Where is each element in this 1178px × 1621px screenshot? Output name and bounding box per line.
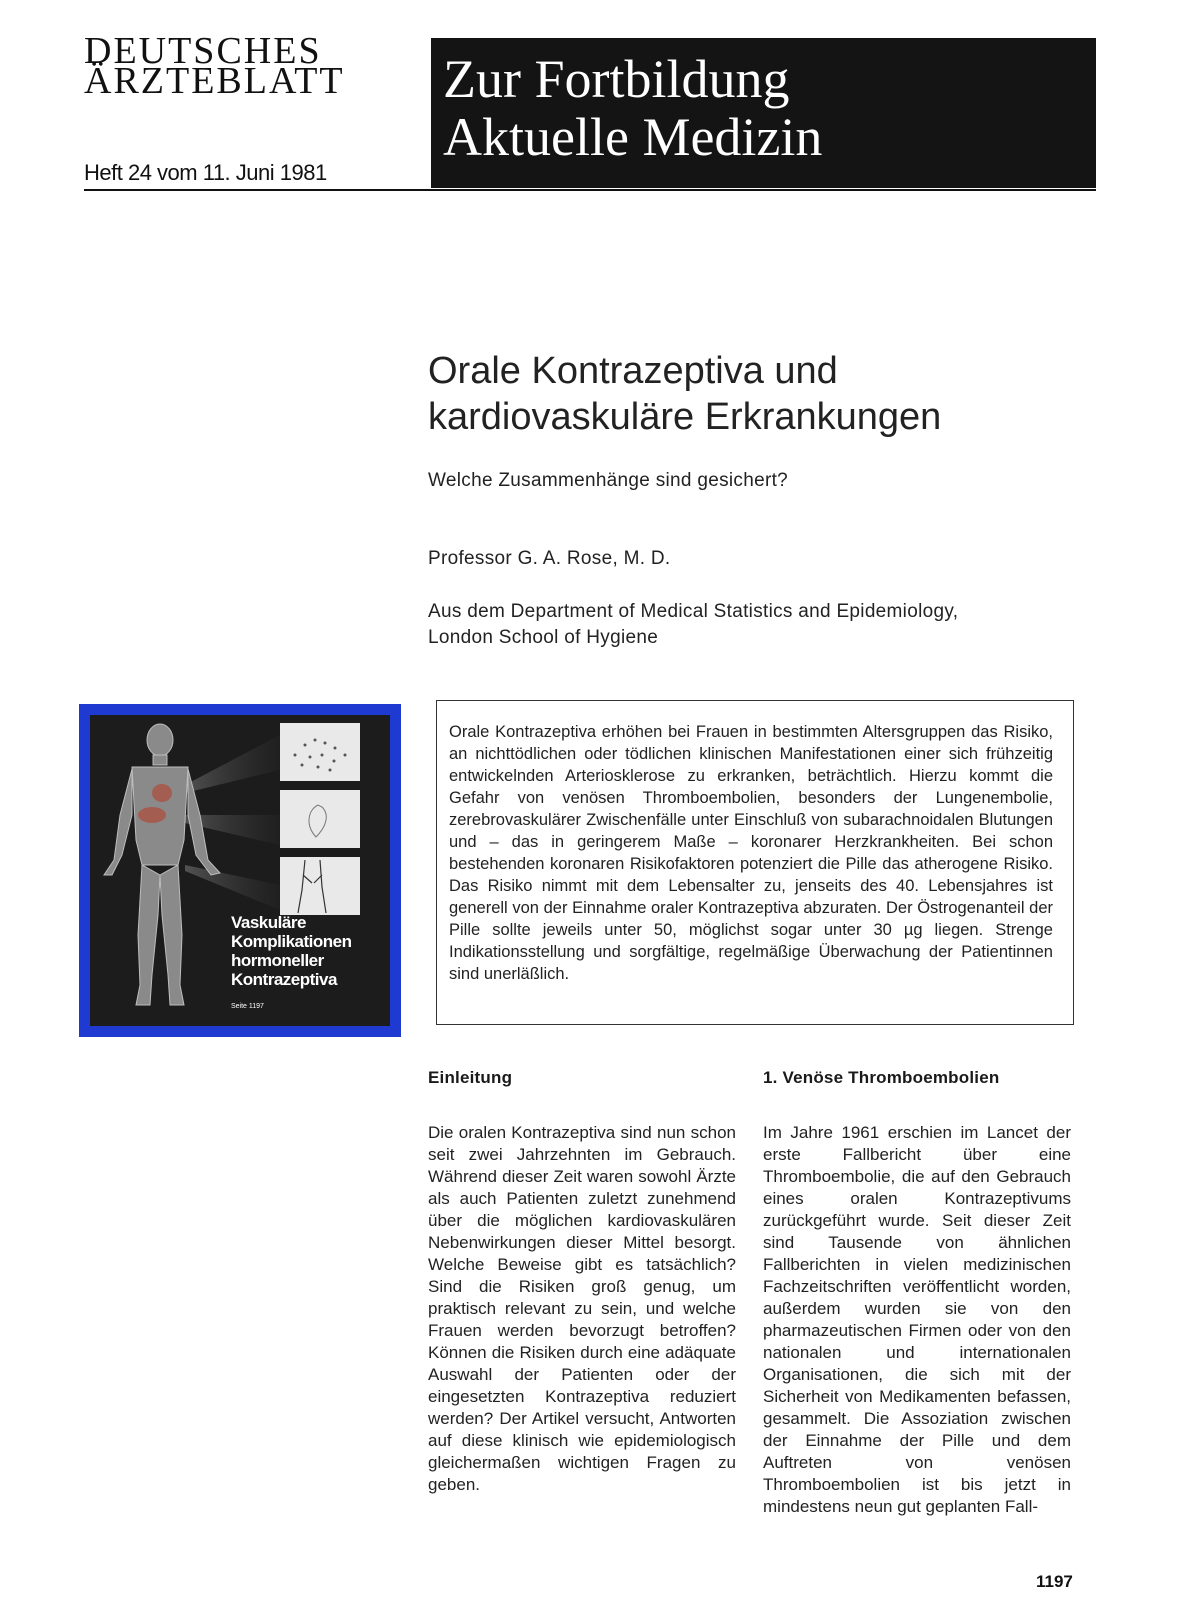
caption-line-1: Vaskuläre — [231, 913, 306, 932]
inset-heart-panel — [280, 790, 360, 848]
intro-paragraph: Die oralen Kontrazeptiva sind nun schon seit zwei Jahrzehnten im Gebrauch. Während dieser Zeit waren sowohl Ärzte als auch Patienten zuletzt zunehmend über die möglichen kardiovaskulären Nebenwirkungen dieser Mittel besorgt. Welche Beweise gibt es tatsächlich? Sind die Risiken groß genug, um praktisch relevant zu sein, und welche Frauen werden bevorzugt betroffen? Können die Risiken durch eine adäquate Auswahl der Patienten oder der eingesetzten Kontrazeptiva reduziert werden? Der Artikel versucht, Antworten auf diese klinisch wie epidemiologisch gleichermaßen wichtigen Fragen zu geben. — [428, 1123, 736, 1494]
figure-image — [90, 715, 390, 1026]
caption-line-3: hormoneller — [231, 951, 324, 970]
header-rule — [84, 189, 1096, 191]
section-banner — [431, 38, 1096, 188]
caption-line-4: Kontrazeptiva — [231, 970, 337, 989]
venous-paragraph: Im Jahre 1961 erschien im Lancet der erste Fallbericht über eine Thromboembolie, die auf den Gebrauch eines oralen Kontrazeptivums zurückgeführt wurde. Seit dieser Zeit sind Tausende von ähnlichen Fallberichten in vielen medizinischen Fachzeitschriften veröffentlicht worden, außerdem wurden sie von den pharmazeutischen Firmen oder von den nationalen und internationalen Organisationen, die sich mit der Sicherheit von Medikamenten befassen, gesammelt. Die Assoziation zwischen der Einnahme der Pille und dem Auftreten von venösen Thromboembolien ist bis jetzt in mindestens neun gut geplanten Fall- — [763, 1123, 1071, 1516]
abstract-text: Orale Kontrazeptiva erhöhen bei Frauen in bestimmten Altersgruppen das Risiko, an nichttödlichen oder tödlichen klinischen Manifestationen einer sich frühzeitig entwickelnden Arteriosklerose zu erkranken, beträchtlich. Hierzu kommt die Gefahr von venösen Thromboembolien, besonders der Lungenembolie, zerebrovaskulärer Zwischenfälle unter Einschluß von subarachnoidalen Blutungen und – das in geringerem Maße – koronarer Herzkrankheiten. Bei schon bestehenden koronaren Risikofaktoren potenziert die Pille das atherogene Risiko. Das Risiko nimmt mit dem Lebensalter zu, jenseits des 40. Lebensjahres ist generell von der Einnahme oraler Kontrazeptiva abzuraten. Der Östrogenanteil der Pille sollte jeweils unter 50, möglichst sogar unter 30 µg liegen. Strenge Indikationsstellung und sorgfältige, regelmäßige Überwachung der Patientinnen sind unerläßlich. — [449, 723, 1053, 983]
caption-line-2: Komplikationen — [231, 932, 352, 951]
article-title — [428, 348, 941, 440]
column-right — [763, 1068, 1071, 1516]
masthead-line-2: ÄRZTEBLATT — [84, 60, 345, 102]
light-beam — [185, 735, 280, 793]
title-line-2: kardiovaskuläre Erkrankungen — [428, 396, 942, 438]
figure-caption — [231, 913, 352, 989]
author-affiliation — [428, 599, 958, 651]
banner-line-1: Zur Fortbildung — [443, 49, 790, 109]
section-heading-venous: 1. Venöse Thromboembolien — [763, 1068, 1000, 1087]
section-heading-intro: Einleitung — [428, 1068, 513, 1087]
article-subtitle: Welche Zusammenhänge sind gesichert? — [428, 470, 789, 491]
title-line-1: Orale Kontrazeptiva und — [428, 350, 838, 392]
article-author: Professor G. A. Rose, M. D. — [428, 548, 671, 569]
figure-page-ref: Seite 1197 — [231, 1003, 264, 1010]
abstract-box — [436, 700, 1074, 1025]
masthead-line-1: DEUTSCHES — [84, 30, 322, 72]
issue-date: Heft 24 vom 11. Juni 1981 — [84, 160, 327, 185]
affiliation-line-2: London School of Hygiene — [428, 627, 659, 648]
light-beam — [185, 865, 280, 910]
cover-figure — [79, 704, 401, 1037]
journal-masthead — [84, 30, 345, 102]
inset-brain-panel — [280, 723, 360, 781]
banner-line-2: Aktuelle Medizin — [443, 107, 823, 167]
affiliation-line-1: Aus dem Department of Medical Statistics and Epidemiology, — [428, 601, 959, 622]
human-figure-icon — [104, 724, 220, 1005]
page-number: 1197 — [1036, 1572, 1073, 1591]
column-left — [428, 1068, 736, 1494]
